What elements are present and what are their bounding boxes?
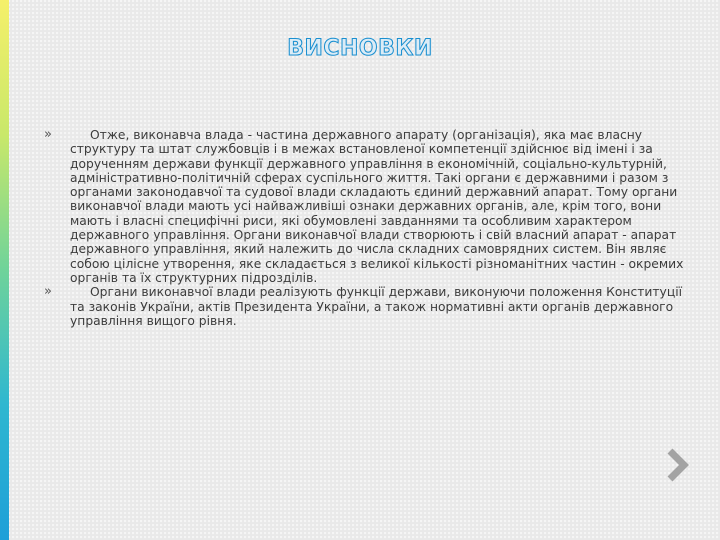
bullet-marker: » — [44, 127, 52, 142]
paragraph-text: Органи виконавчої влади реалізують функції держави, виконуючи положення Конституції та законів України, актів Президента України, а також нормативні акти органів державного управління вищого рівня. — [70, 285, 683, 328]
slide-title: ВИСНОВКИ — [287, 36, 433, 61]
chevron-right-icon[interactable] — [664, 448, 690, 482]
bullet-marker: » — [44, 284, 52, 300]
slide-body — [44, 128, 684, 328]
bullet-paragraph — [44, 128, 684, 285]
gradient-accent-bar — [0, 0, 9, 540]
paragraph-text: Отже, виконавча влада - частина державного апарату (організація), яка має власну структуру та штат службовців і в межах встановленої компетенції здійснює від імені і за дорученням держави функції державного управління в економічній, соціально-культурній, адміністративно-політичній сферах суспільного життя. Такі органи є державними і разом з органами законодавчої та судової влади складають єдиний державний апарат. Тому органи виконавчої влади мають усі найважливіші ознаки державних органів, але, крім того, вони мають і власні специфічні риси, які обумовлені завданнями та особливим характером державного управління. Органи виконавчої влади створюють і свій власний апарат - апарат державного управління, який належить до числа складних самоврядних систем. Він являє собою цілісне утворення, яке складається з великої кількості різноманітних частин - окремих органів та їх структурних підрозділів. — [70, 128, 684, 285]
bullet-paragraph — [44, 285, 684, 328]
